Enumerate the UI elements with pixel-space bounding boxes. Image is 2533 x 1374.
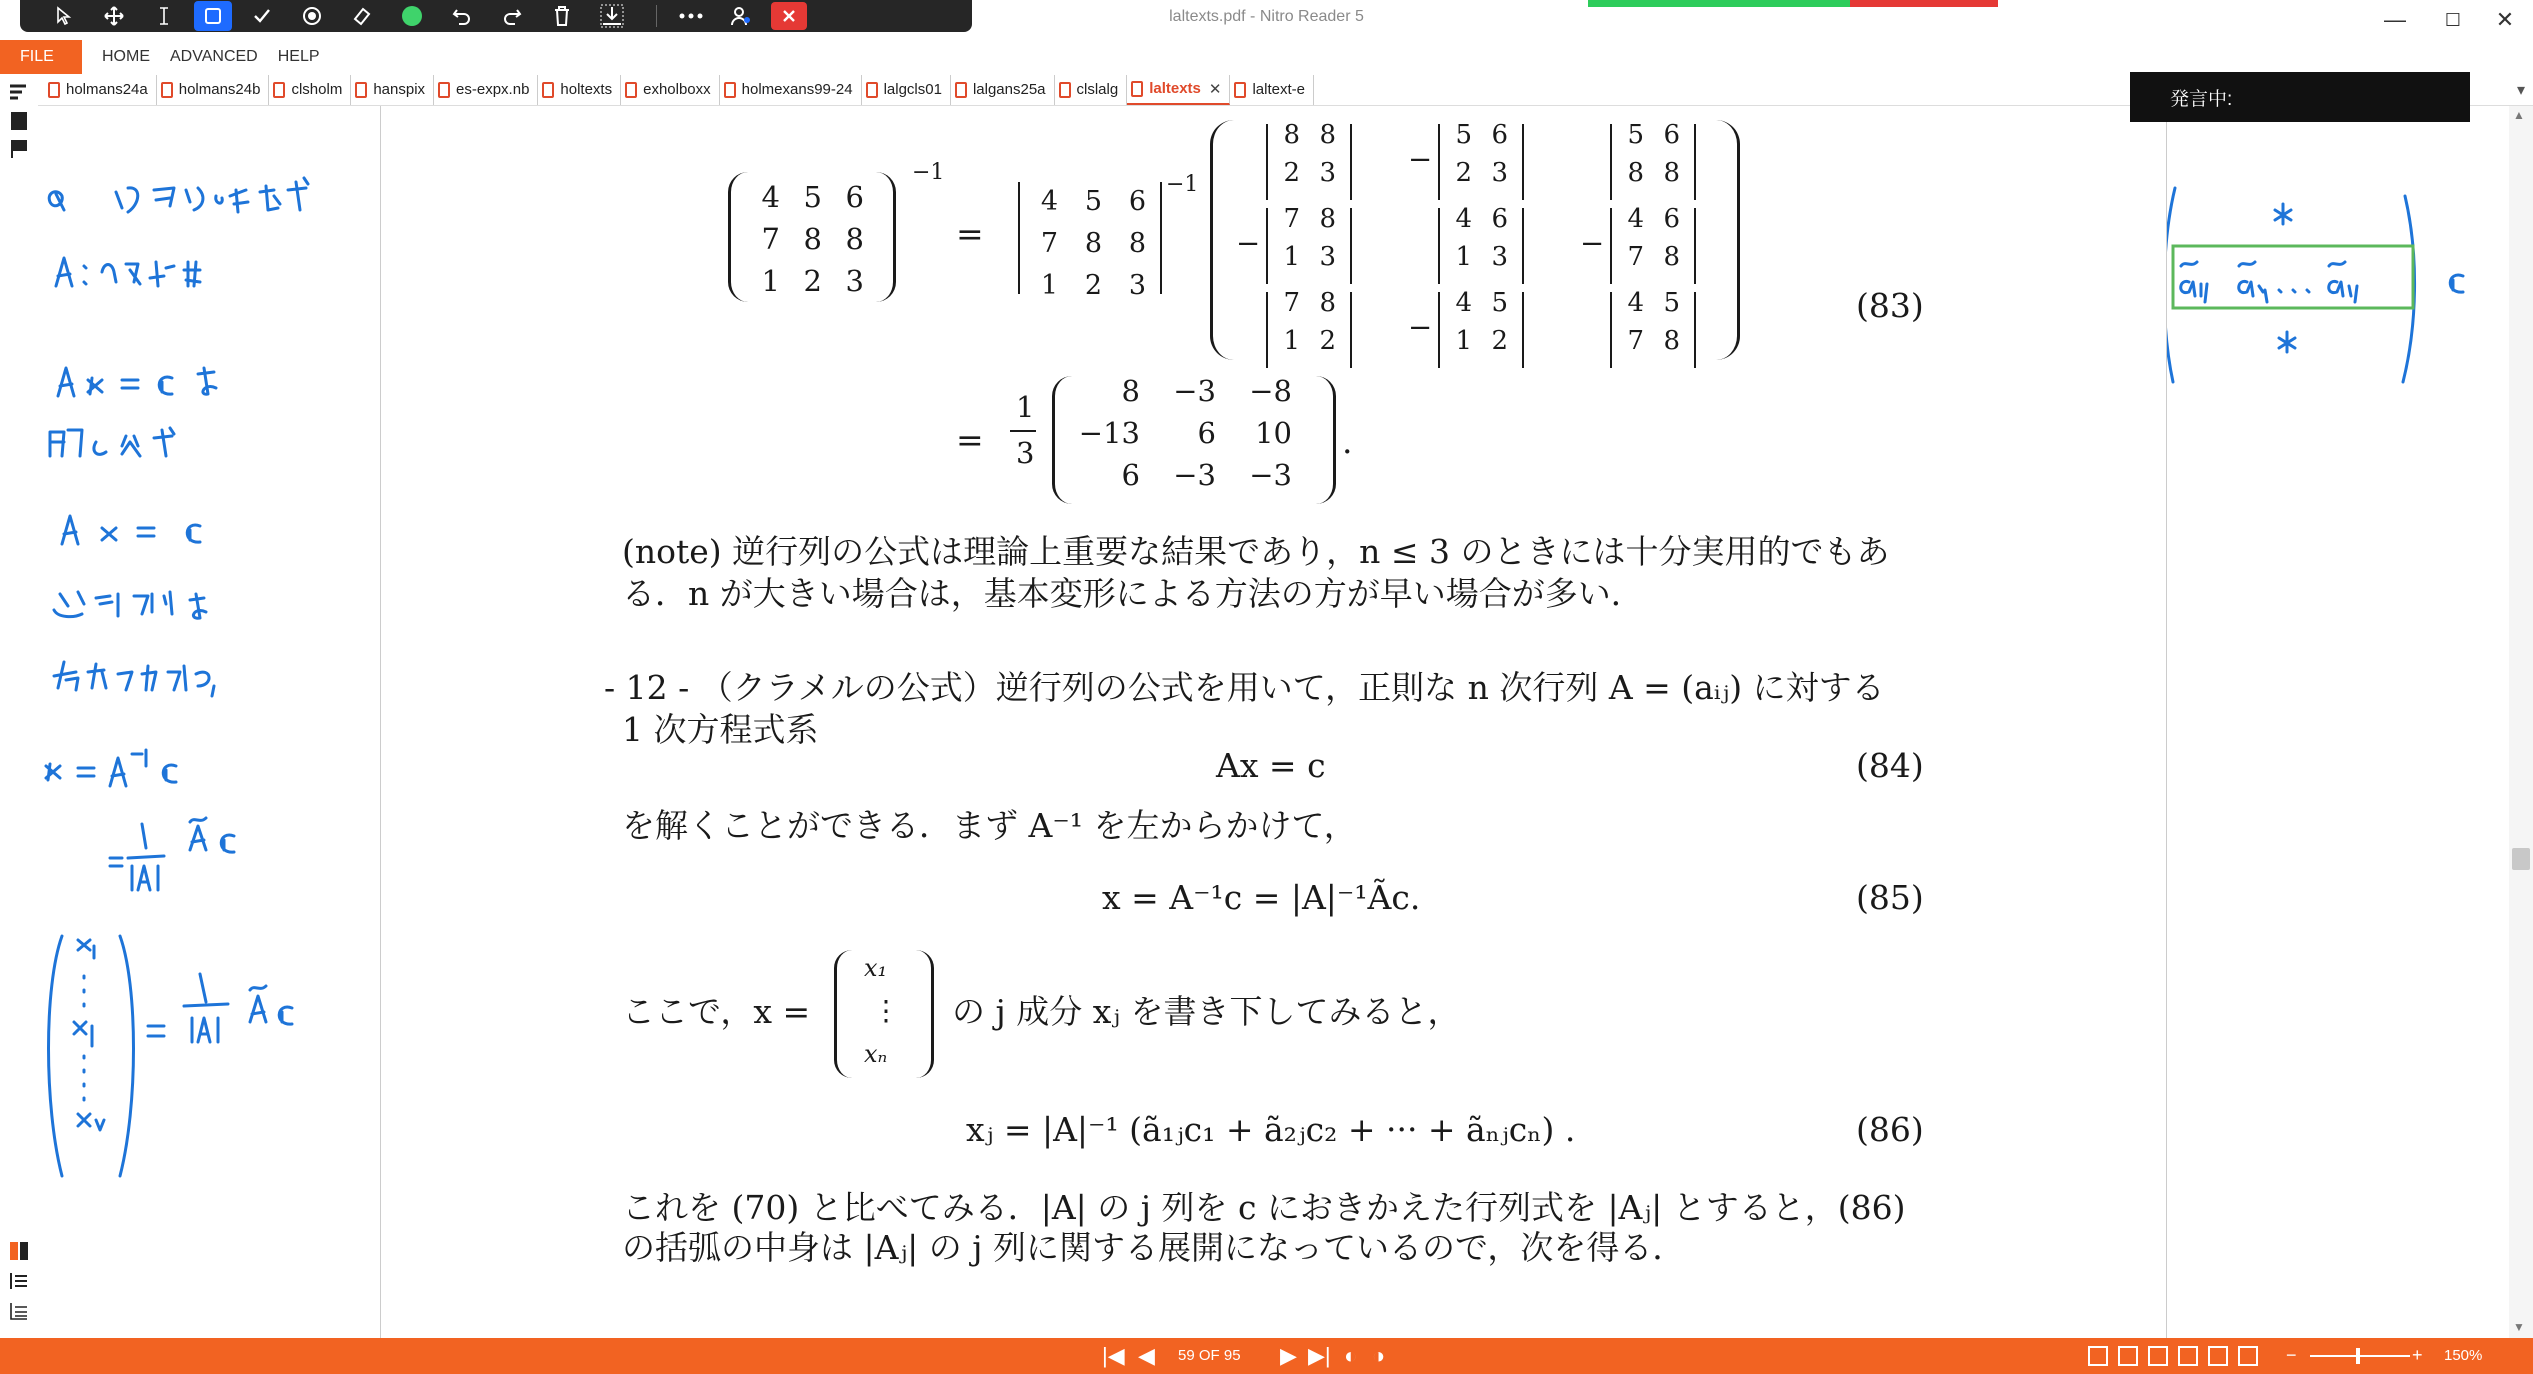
equation-number-86: (86) bbox=[1856, 1110, 1924, 1149]
cofactor-det-bar bbox=[1694, 124, 1696, 200]
result-matrix-cell: 6 bbox=[1197, 416, 1216, 450]
cofactor-det-bar bbox=[1266, 124, 1268, 200]
result-matrix-cell: 6 bbox=[1121, 458, 1140, 492]
equals-sign: = bbox=[956, 214, 984, 253]
scroll-down-icon[interactable]: ▼ bbox=[2513, 1320, 2525, 1334]
solve-sentence: を解くことができる．まず A⁻¹ を左からかけて， bbox=[622, 806, 1357, 845]
det-left-bar bbox=[1018, 182, 1020, 294]
cofactor-cell: 6 bbox=[1663, 120, 1680, 150]
determinant-A-cell: 6 bbox=[1128, 186, 1146, 217]
tab-exholboxx[interactable] bbox=[621, 75, 720, 105]
cofactor-cell: 8 bbox=[1283, 120, 1300, 150]
tab-holtexts[interactable] bbox=[538, 75, 621, 105]
pdf-file-icon bbox=[724, 82, 736, 98]
tab-label: laltext-e bbox=[1252, 81, 1305, 98]
tab-laltext-e[interactable] bbox=[1230, 75, 1314, 105]
determinant-A-cell: 3 bbox=[1128, 270, 1146, 301]
fraction-numerator: 1 bbox=[1016, 390, 1035, 424]
tab-laltexts[interactable] bbox=[1127, 75, 1230, 105]
cofactor-det-bar bbox=[1610, 124, 1612, 200]
result-matrix-cell: −13 bbox=[1078, 416, 1140, 450]
result-matrix-cell: −8 bbox=[1249, 374, 1292, 408]
tab-label: holtexts bbox=[560, 81, 613, 98]
vector-xn: xₙ bbox=[864, 1040, 888, 1068]
matrix-A-cell: 4 bbox=[761, 180, 780, 214]
ink-toolbar bbox=[20, 0, 972, 32]
tab-hanspix[interactable] bbox=[351, 75, 434, 105]
back-view-icon[interactable]: ◐ bbox=[1344, 1343, 1358, 1368]
cofactor-det-bar bbox=[1610, 208, 1612, 284]
matrix-right-paren bbox=[876, 172, 896, 302]
outline-list-icon[interactable] bbox=[8, 1300, 30, 1322]
record-icon[interactable] bbox=[292, 0, 332, 32]
matrix-A-cell: 5 bbox=[803, 180, 822, 214]
pdf-file-icon bbox=[542, 82, 554, 98]
tab-lalgcls01[interactable] bbox=[862, 75, 951, 105]
cofactor-det-bar bbox=[1266, 208, 1268, 284]
determinant-A-cell: 8 bbox=[1128, 228, 1146, 259]
cofactor-cell: 2 bbox=[1319, 326, 1336, 356]
last-page-icon[interactable]: ▶| bbox=[1308, 1343, 1331, 1368]
zoom-out-icon[interactable]: − bbox=[2286, 1345, 2297, 1365]
pdf-file-icon bbox=[625, 82, 637, 98]
inverse-exponent: −1 bbox=[912, 160, 945, 185]
minimize-button[interactable]: — bbox=[2384, 7, 2406, 32]
menu-help[interactable]: HELP bbox=[277, 48, 320, 65]
tab-label: lalgans25a bbox=[972, 81, 1046, 98]
menu-bar bbox=[0, 40, 2533, 74]
single-page-view-icon[interactable] bbox=[2088, 1346, 2108, 1366]
equation-85: x = A⁻¹c = |A|⁻¹Ãc. bbox=[1102, 878, 1421, 917]
cofactor-det-bar bbox=[1694, 292, 1696, 368]
equation-86: xⱼ = |A|⁻¹ (ã₁ⱼc₁ + ã₂ⱼc₂ + ··· + ãₙⱼcₙ) . bbox=[966, 1110, 1576, 1149]
select-cursor-icon[interactable] bbox=[44, 0, 84, 32]
result-matrix-cell: −3 bbox=[1173, 458, 1216, 492]
cofactor-det-bar bbox=[1438, 124, 1440, 200]
handwritten-notes-right bbox=[2167, 106, 2510, 1338]
matrix-A-cell: 8 bbox=[845, 222, 864, 256]
continuous-view-icon[interactable] bbox=[2118, 1346, 2138, 1366]
result-matrix-cell: −3 bbox=[1173, 374, 1216, 408]
cofactor-det-bar bbox=[1438, 292, 1440, 368]
cofactor-cell: 3 bbox=[1319, 242, 1336, 272]
user-settings-icon[interactable] bbox=[721, 0, 761, 32]
equation-84: Ax = c bbox=[1216, 746, 1326, 785]
matrix-A-cell: 3 bbox=[845, 264, 864, 298]
cofactor-cell: 5 bbox=[1491, 288, 1508, 318]
cofactor-cell: 3 bbox=[1491, 158, 1508, 188]
flag-icon[interactable] bbox=[8, 138, 30, 160]
cofactor-right-paren bbox=[1716, 120, 1740, 360]
cofactor-cell: 8 bbox=[1319, 120, 1336, 150]
move-icon[interactable] bbox=[94, 0, 134, 32]
left-tool-strip bbox=[0, 74, 38, 1338]
tab-label: es-expx.nb bbox=[456, 81, 530, 98]
note-line-1: (note) 逆行列の公式は理論上重要な結果であり，n ≤ 3 のときには十分実用的でもあ bbox=[622, 532, 1890, 571]
determinant-A-cell: 5 bbox=[1084, 186, 1102, 217]
cofactor-cell: 8 bbox=[1627, 158, 1644, 188]
fraction-bar bbox=[1010, 430, 1036, 432]
compare-line-1: これを (70) と比べてみる．|A| の j 列を c におきかえた行列式を |Aⱼ| とすると，(86) bbox=[622, 1188, 1906, 1227]
handwritten-notes-left bbox=[38, 106, 381, 1338]
matrix-A-cell: 6 bbox=[845, 180, 864, 214]
tab-label: laltexts bbox=[1149, 80, 1201, 97]
trash-icon[interactable] bbox=[542, 0, 582, 32]
next-page-icon[interactable]: ▶ bbox=[1280, 1343, 1297, 1368]
tab-holmexans99-24[interactable] bbox=[720, 75, 862, 105]
scroll-up-icon[interactable]: ▲ bbox=[2513, 108, 2525, 122]
cofactor-det-bar bbox=[1522, 124, 1524, 200]
cofactor-left-paren bbox=[1210, 120, 1234, 360]
cofactor-cell: 1 bbox=[1283, 326, 1300, 356]
undo-icon[interactable] bbox=[442, 0, 482, 32]
note-line-2: る．n が大きい場合は，基本変形による方法の方が早い場合が多い． bbox=[622, 574, 1644, 613]
first-page-icon[interactable]: |◀ bbox=[1102, 1343, 1125, 1368]
result-matrix-cell: −3 bbox=[1249, 458, 1292, 492]
tab-label: hanspix bbox=[373, 81, 426, 98]
cofactor-det-bar bbox=[1266, 292, 1268, 368]
tab-label: lalgcls01 bbox=[883, 81, 942, 98]
tab-lalgans25a[interactable] bbox=[951, 75, 1055, 105]
status-bar bbox=[0, 1338, 2533, 1374]
here-x-suffix: の j 成分 xⱼ を書き下してみると， bbox=[952, 992, 1461, 1031]
cofactor-cell: 2 bbox=[1491, 326, 1508, 356]
cofactor-cell: 1 bbox=[1283, 242, 1300, 272]
vector-right-paren bbox=[916, 950, 934, 1078]
cofactor-cell: 3 bbox=[1319, 158, 1336, 188]
cofactor-cell: 8 bbox=[1319, 204, 1336, 234]
equation-number-85: (85) bbox=[1856, 878, 1924, 917]
fraction-denominator: 3 bbox=[1016, 436, 1035, 470]
toolbar-divider bbox=[656, 5, 657, 27]
cofactor-cell: 1 bbox=[1455, 326, 1472, 356]
page-indicator[interactable]: 59 OF 95 bbox=[1178, 1347, 1241, 1364]
pages-icon[interactable] bbox=[8, 1240, 30, 1262]
tab-holmans24b[interactable] bbox=[157, 75, 270, 105]
pdf-file-icon bbox=[955, 82, 967, 98]
cofactor-cell: 4 bbox=[1455, 204, 1472, 234]
vector-dots: ⋮ bbox=[872, 994, 900, 1027]
left-notes-panel bbox=[38, 106, 381, 1338]
det-exponent: −1 bbox=[1166, 172, 1199, 197]
determinant-A-cell: 8 bbox=[1084, 228, 1102, 259]
nitro-logo-icon bbox=[8, 82, 30, 104]
determinant-A-cell: 1 bbox=[1040, 270, 1058, 301]
tab-label: clslalg bbox=[1076, 81, 1119, 98]
cofactor-det-bar bbox=[1350, 208, 1352, 284]
cofactor-cell: 8 bbox=[1663, 326, 1680, 356]
menu-home[interactable]: HOME bbox=[102, 48, 150, 65]
cofactor-det-bar bbox=[1350, 124, 1352, 200]
cofactor-cell: 3 bbox=[1491, 242, 1508, 272]
cofactor-sign: − bbox=[1408, 142, 1433, 176]
vector-x1: x₁ bbox=[864, 954, 888, 982]
fit-width-icon[interactable] bbox=[2208, 1346, 2228, 1366]
vertical-scrollbar[interactable] bbox=[2509, 106, 2533, 1338]
pdf-file-icon bbox=[48, 82, 60, 98]
pen-color-icon[interactable] bbox=[392, 0, 432, 32]
cofactor-cell: 8 bbox=[1663, 158, 1680, 188]
checkmark-icon[interactable] bbox=[242, 0, 282, 32]
cofactor-det-bar bbox=[1610, 292, 1612, 368]
cofactor-cell: 5 bbox=[1663, 288, 1680, 318]
maximize-button[interactable]: ☐ bbox=[2444, 9, 2462, 30]
cofactor-sign: − bbox=[1408, 310, 1433, 344]
redo-icon[interactable] bbox=[492, 0, 532, 32]
zoom-slider-thumb[interactable] bbox=[2356, 1348, 2360, 1364]
result-matrix-cell: 8 bbox=[1121, 374, 1140, 408]
speaking-indicator-popup: 発言中: bbox=[2130, 72, 2470, 122]
tab-label: holmans24b bbox=[178, 81, 261, 98]
cofactor-det-bar bbox=[1522, 208, 1524, 284]
close-window-button[interactable]: ✕ bbox=[2495, 7, 2515, 32]
result-period: . bbox=[1342, 422, 1353, 461]
tab-es-expx[interactable] bbox=[434, 75, 538, 105]
cofactor-cell: 6 bbox=[1491, 120, 1508, 150]
matrix-A-cell: 8 bbox=[803, 222, 822, 256]
progress-green-bar bbox=[1588, 0, 1850, 7]
cofactor-cell: 7 bbox=[1283, 288, 1300, 318]
cofactor-det-bar bbox=[1522, 292, 1524, 368]
cofactor-cell: 7 bbox=[1627, 242, 1644, 272]
cofactor-cell: 8 bbox=[1319, 288, 1336, 318]
tab-label: holmans24a bbox=[66, 81, 148, 98]
comments-list-icon[interactable] bbox=[8, 1270, 30, 1292]
pdf-file-icon bbox=[1059, 82, 1071, 98]
section-12-line-1: - 12 - （クラメルの公式）逆行列の公式を用いて，正則な n 次行列 A = (aᵢⱼ) に対する bbox=[604, 668, 1885, 707]
previous-page-icon[interactable]: ◀ bbox=[1138, 1343, 1155, 1368]
scrollbar-thumb[interactable] bbox=[2512, 848, 2530, 870]
tab-label: clsholm bbox=[291, 81, 343, 98]
tab-clsholm[interactable] bbox=[269, 75, 351, 105]
progress-red-bar bbox=[1850, 0, 1998, 7]
cofactor-cell: 6 bbox=[1491, 204, 1508, 234]
determinant-A-cell: 7 bbox=[1040, 228, 1058, 259]
matrix-A-cell: 2 bbox=[803, 264, 822, 298]
section-12-line-2: 1 次方程式系 bbox=[622, 710, 819, 749]
pdf-file-icon bbox=[161, 82, 173, 98]
tab-close-icon[interactable]: ✕ bbox=[1208, 80, 1222, 98]
facing-continuous-view-icon[interactable] bbox=[2178, 1346, 2198, 1366]
close-toolbar-icon[interactable] bbox=[771, 2, 807, 30]
result-matrix-cell: 10 bbox=[1255, 416, 1292, 450]
matrix-A-cell: 7 bbox=[761, 222, 780, 256]
cofactor-cell: 5 bbox=[1455, 120, 1472, 150]
determinant-A-cell: 4 bbox=[1040, 186, 1058, 217]
tab-label: holmexans99-24 bbox=[741, 81, 853, 98]
equals-sign-2: = bbox=[956, 420, 984, 459]
pdf-file-icon bbox=[355, 82, 367, 98]
pdf-file-icon bbox=[273, 82, 285, 98]
cofactor-cell: 5 bbox=[1627, 120, 1644, 150]
pdf-file-icon bbox=[438, 82, 450, 98]
tab-label: exholboxx bbox=[643, 81, 711, 98]
cofactor-cell: 7 bbox=[1627, 326, 1644, 356]
forward-view-icon[interactable]: ◑ bbox=[1372, 1343, 1386, 1368]
cofactor-sign: − bbox=[1236, 226, 1261, 260]
eraser-icon[interactable] bbox=[342, 0, 382, 32]
cofactor-cell: 2 bbox=[1283, 158, 1300, 188]
save-download-icon[interactable] bbox=[592, 0, 632, 32]
menu-advanced[interactable]: ADVANCED bbox=[170, 48, 258, 65]
determinant-A-cell: 2 bbox=[1084, 270, 1102, 301]
tab-clslalg[interactable] bbox=[1055, 75, 1128, 105]
cofactor-cell: 7 bbox=[1283, 204, 1300, 234]
cofactor-cell: 8 bbox=[1663, 242, 1680, 272]
bookmark-icon[interactable] bbox=[8, 110, 30, 132]
equation-number-83: (83) bbox=[1856, 286, 1924, 325]
menu-file[interactable]: FILE bbox=[0, 40, 82, 74]
cofactor-det-bar bbox=[1350, 292, 1352, 368]
zoom-level[interactable]: 150% bbox=[2444, 1347, 2483, 1364]
pen-tool-icon[interactable] bbox=[194, 1, 232, 31]
matrix-left-paren bbox=[728, 172, 748, 302]
facing-view-icon[interactable] bbox=[2148, 1346, 2168, 1366]
text-cursor-icon[interactable] bbox=[144, 0, 184, 32]
cofactor-det-bar bbox=[1694, 208, 1696, 284]
more-options-icon[interactable] bbox=[671, 0, 711, 32]
cofactor-cell: 1 bbox=[1455, 242, 1472, 272]
result-right-paren bbox=[1316, 376, 1336, 504]
fit-page-icon[interactable] bbox=[2238, 1346, 2258, 1366]
cofactor-cell: 6 bbox=[1663, 204, 1680, 234]
matrix-A-cell: 1 bbox=[761, 264, 780, 298]
zoom-slider[interactable] bbox=[2310, 1355, 2410, 1357]
right-notes-panel bbox=[2166, 106, 2509, 1338]
cofactor-cell: 4 bbox=[1627, 204, 1644, 234]
here-x-prefix: ここで，x = bbox=[622, 992, 811, 1031]
compare-line-2: の括弧の中身は |Aⱼ| の j 列に関する展開になっているので，次を得る． bbox=[622, 1228, 1686, 1267]
cofactor-det-bar bbox=[1438, 208, 1440, 284]
cofactor-sign: − bbox=[1580, 226, 1605, 260]
pdf-page bbox=[382, 106, 2166, 1338]
cofactor-cell: 2 bbox=[1455, 158, 1472, 188]
tab-holmans24a[interactable] bbox=[44, 75, 157, 105]
det-right-bar bbox=[1160, 182, 1162, 294]
zoom-in-icon[interactable]: + bbox=[2412, 1345, 2423, 1365]
equation-number-84: (84) bbox=[1856, 746, 1924, 785]
window-title: laltexts.pdf - Nitro Reader 5 bbox=[1169, 8, 1364, 25]
pdf-file-icon bbox=[1234, 82, 1246, 98]
vector-left-paren bbox=[834, 950, 852, 1078]
tab-overflow-icon[interactable]: ▾ bbox=[2516, 82, 2525, 99]
cofactor-cell: 4 bbox=[1455, 288, 1472, 318]
cofactor-cell: 4 bbox=[1627, 288, 1644, 318]
pdf-file-icon bbox=[866, 82, 878, 98]
pdf-file-icon bbox=[1131, 81, 1143, 97]
result-left-paren bbox=[1052, 376, 1072, 504]
